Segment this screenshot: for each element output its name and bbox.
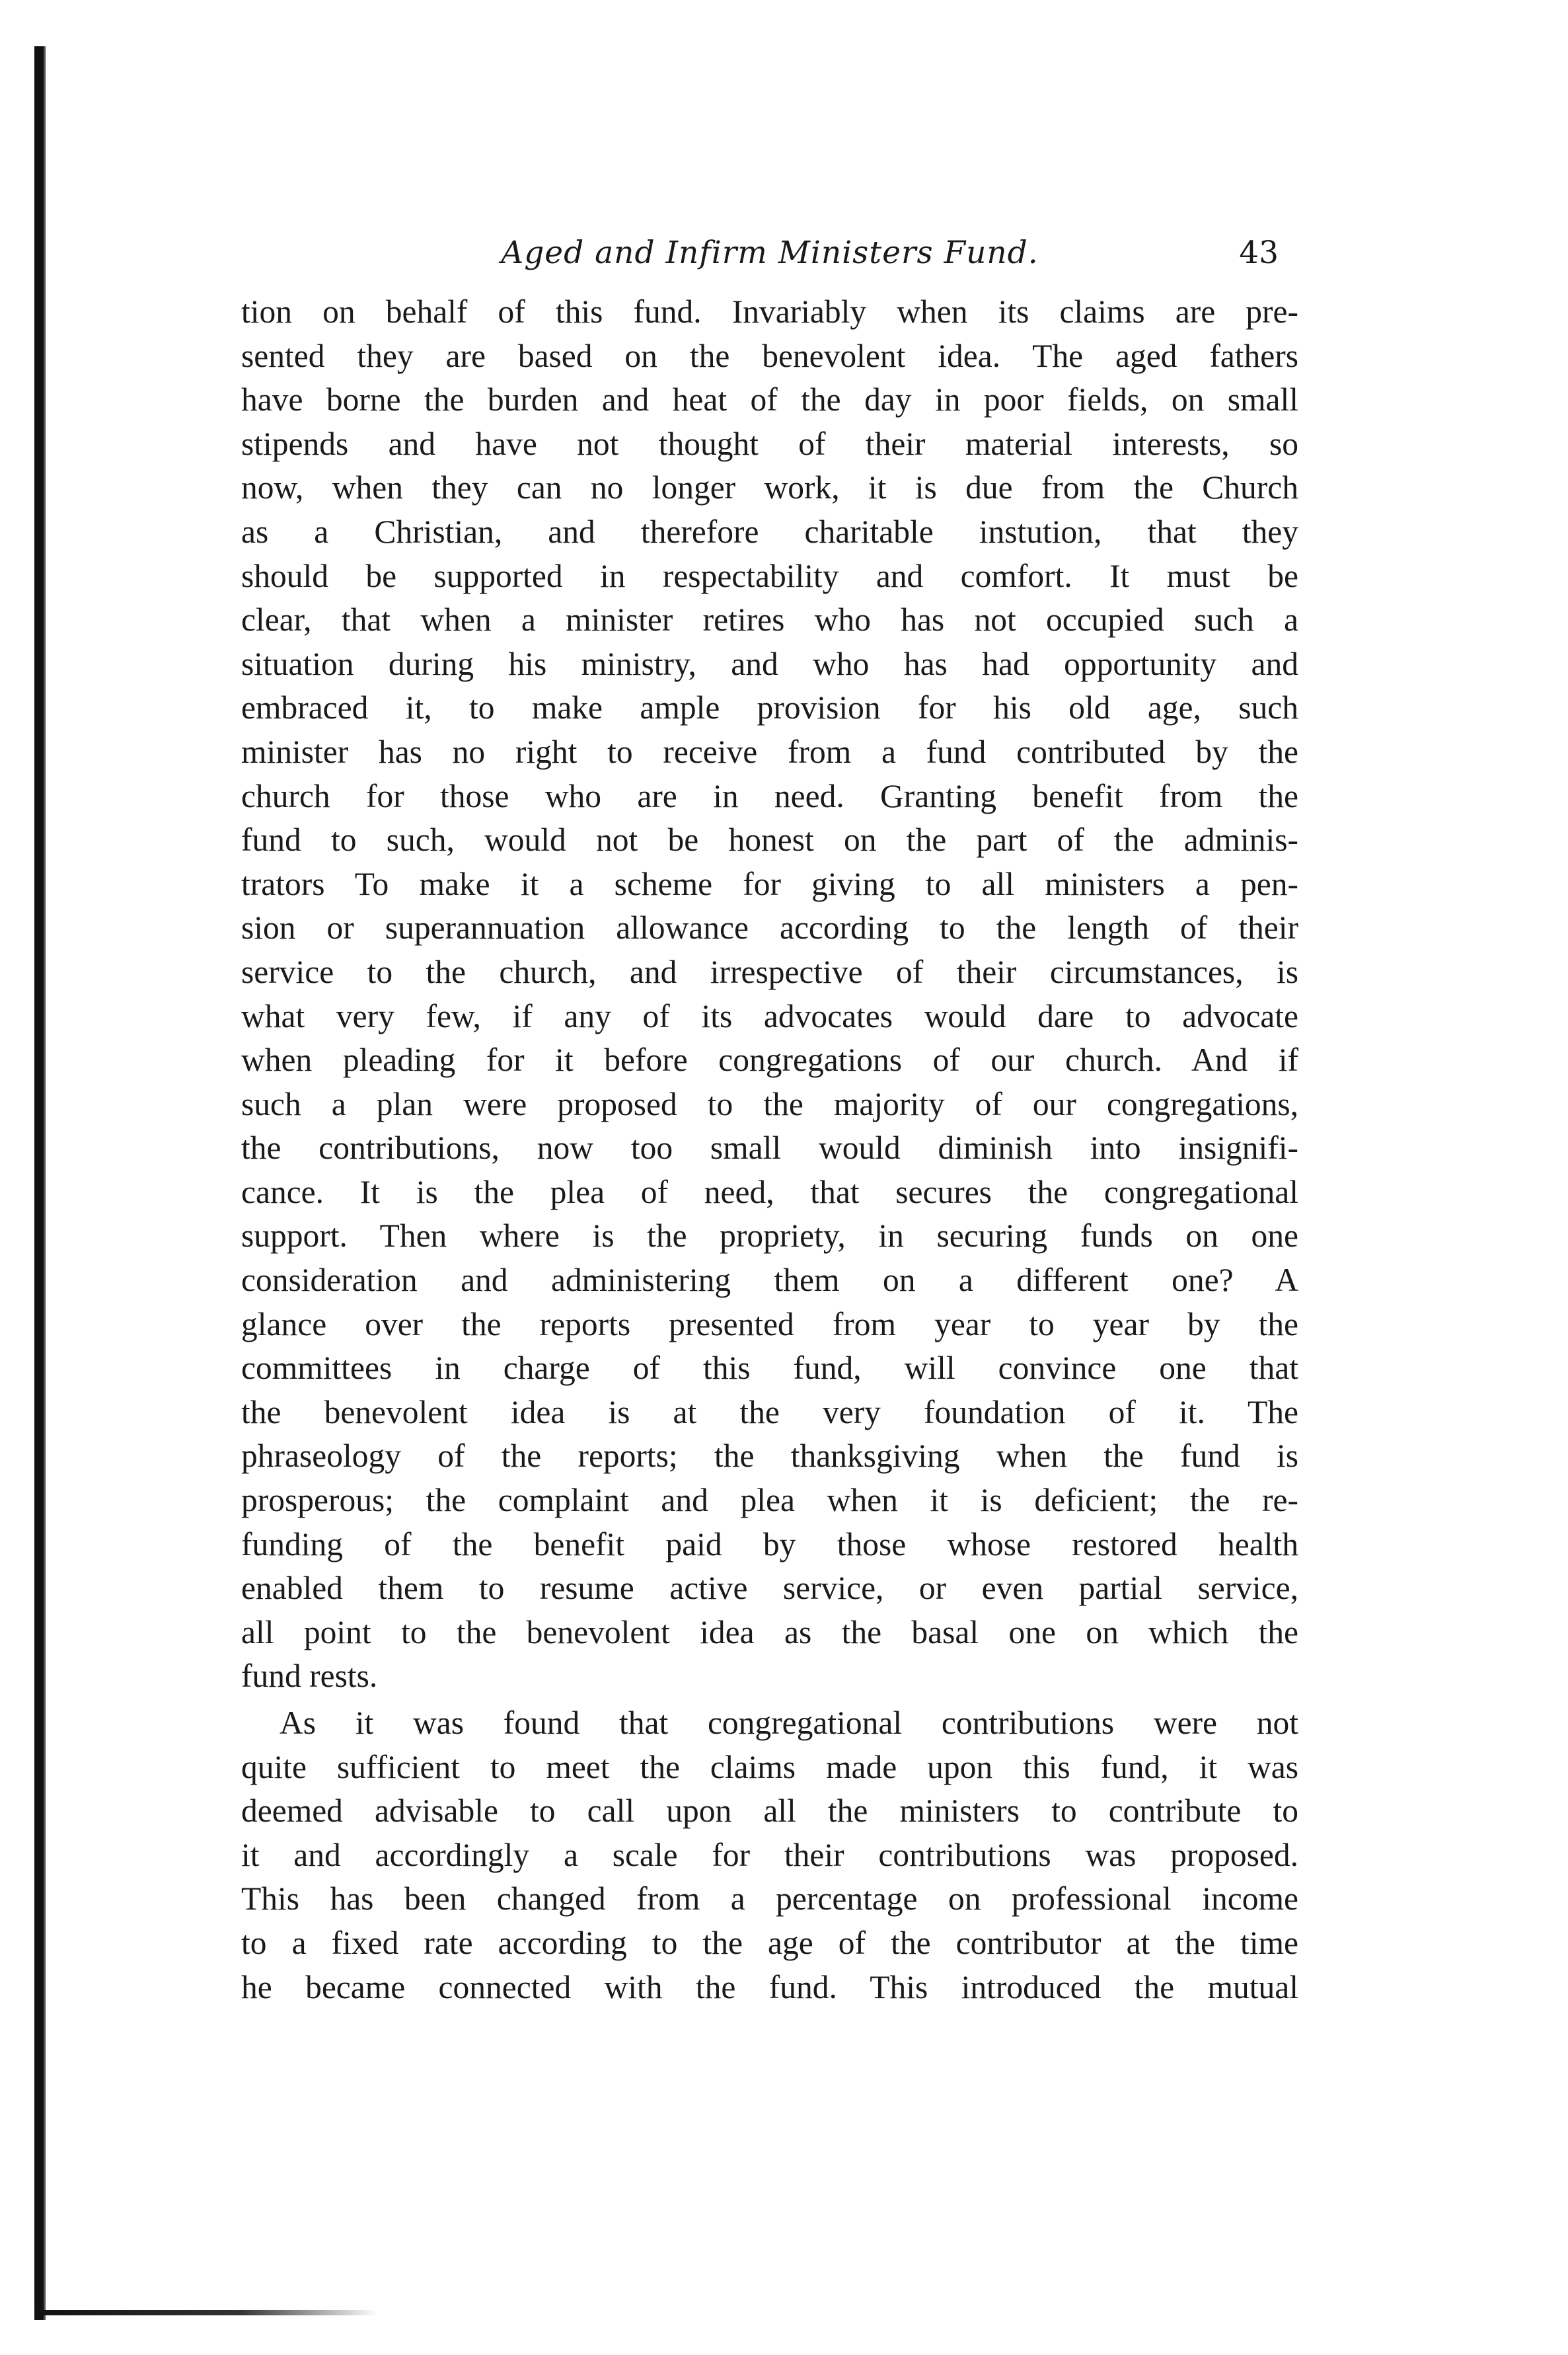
text-line: committees in charge of this fund, will convince one that — [241, 1350, 1298, 1387]
text-line: all point to the benevolent idea as the basal one on which the — [241, 1613, 1298, 1650]
scan-binding-shadow — [44, 46, 46, 2320]
text-line: embraced it, to make ample provision for his old age, such — [241, 689, 1298, 726]
text-line: prosperous; the complaint and plea when it is deficient; the re- — [241, 1482, 1298, 1519]
text-line: he became connected with the fund. This introduced the mutual — [241, 1968, 1298, 2005]
text-line: funding of the benefit paid by those whose restored health — [241, 1525, 1298, 1563]
text-line: phraseology of the reports; the thanksgiving when the fund is — [241, 1438, 1298, 1475]
text-line: consideration and administering them on a different one? A — [241, 1262, 1298, 1299]
body-text — [241, 290, 1298, 2009]
text-line: what very few, if any of its advocates would dare to advocate — [241, 997, 1298, 1034]
text-line: now, when they can no longer work, it is due from the Church — [241, 469, 1298, 506]
text-line: tion on behalf of this fund. Invariably when its claims are pre- — [241, 293, 1298, 330]
text-line: As it was found that congregational contributions were not — [280, 1705, 1298, 1741]
text-line: fund to such, would not be honest on the part of the adminis- — [241, 822, 1298, 859]
text-line: have borne the burden and heat of the day in poor fields, on small — [241, 381, 1298, 418]
text-line: minister has no right to receive from a fund contributed by the — [241, 733, 1298, 770]
running-title: Aged and Infirm Ministers Fund. — [501, 235, 1039, 271]
scan-binding-edge — [34, 46, 44, 2320]
running-header — [241, 235, 1298, 286]
text-line: cance. It is the plea of need, that secures the congregational — [241, 1173, 1298, 1210]
paragraph-1 — [241, 290, 1298, 1699]
text-line: trators To make it a scheme for giving to all ministers a pen- — [241, 865, 1298, 902]
text-line: glance over the reports presented from year to year by the — [241, 1305, 1298, 1342]
text-line: as a Christian, and therefore charitable instution, that they — [241, 513, 1298, 550]
text-line: support. Then where is the propriety, in securing funds on one — [241, 1217, 1298, 1255]
text-line: the contributions, now too small would diminish into insignifi- — [241, 1130, 1298, 1167]
book-page — [241, 235, 1298, 2009]
text-line: when pleading for it before congregations of our church. And if — [241, 1042, 1298, 1079]
text-line: situation during his ministry, and who has had opportunity and — [241, 645, 1298, 682]
text-line: clear, that when a minister retires who has not occupied such a — [241, 601, 1298, 638]
text-line: to a fixed rate according to the age of the contributor at the time — [241, 1924, 1298, 1961]
text-line: it and accordingly a scale for their contributions was proposed. — [241, 1836, 1298, 1873]
text-line: sented they are based on the benevolent idea. The aged fathers — [241, 337, 1298, 374]
text-line: fund rests. — [241, 1658, 378, 1695]
text-line: church for those who are in need. Granting benefit from the — [241, 777, 1298, 814]
text-line: deemed advisable to call upon all the ministers to contribute to — [241, 1793, 1298, 1830]
text-line: should be supported in respectability and comfort. It must be — [241, 557, 1298, 594]
text-line: service to the church, and irrespective of their circumstances, is — [241, 953, 1298, 990]
text-line: stipends and have not thought of their material interests, so — [241, 425, 1298, 462]
text-line: This has been changed from a percentage on professional income — [241, 1880, 1298, 1917]
text-line: such a plan were proposed to the majority of our congregations, — [241, 1085, 1298, 1122]
paragraph-2 — [241, 1701, 1298, 2009]
scan-bottom-edge — [34, 2310, 378, 2315]
text-line: quite sufficient to meet the claims made upon this fund, it was — [241, 1748, 1298, 1785]
page-number: 43 — [1239, 235, 1279, 271]
text-line: enabled them to resume active service, or even partial service, — [241, 1570, 1298, 1607]
text-line: the benevolent idea is at the very foundation of it. The — [241, 1393, 1298, 1430]
text-line: sion or superannuation allowance according to the length of their — [241, 909, 1298, 946]
